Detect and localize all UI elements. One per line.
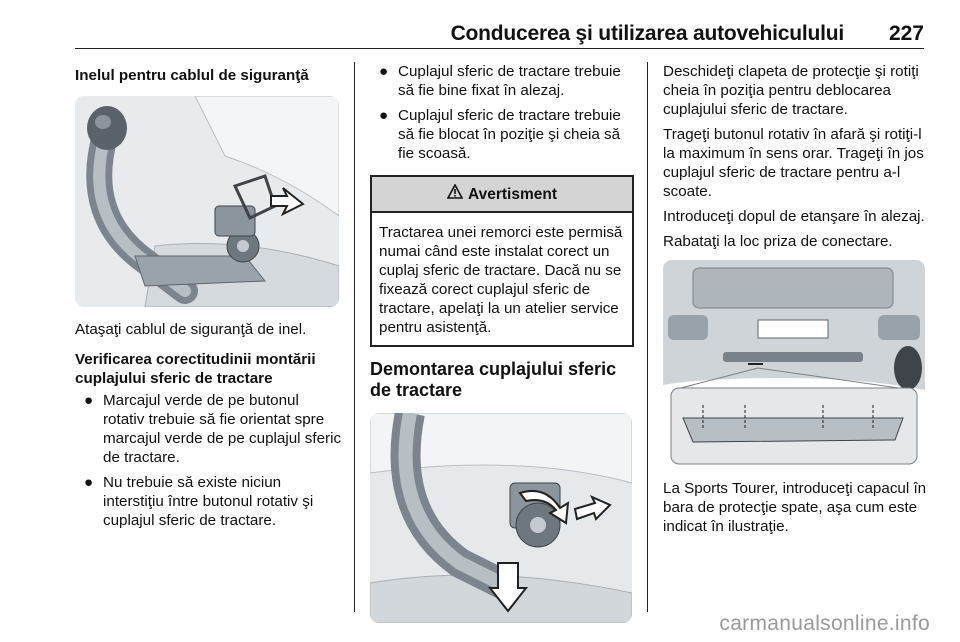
paragraph-sports-tourer: La Sports Tourer, introduceţi capacul în bara de protecţie spate, aşa cum este indicat în ilustraţie. xyxy=(663,480,927,535)
mount-bullet-list xyxy=(370,62,634,163)
paragraph-text: Deschideţi clapeta de protecţie şi rotiţi cheia în poziţia pentru deblocarea cuplajului sferic de tractare. xyxy=(663,63,919,118)
page-number: 227 xyxy=(888,22,924,45)
heading-safety-cable-ring: Inelul pentru cablul de siguranţă xyxy=(75,67,309,84)
paragraph: Introduceţi dopul de etanşare în alezaj. xyxy=(663,208,925,225)
warning-text: Tractarea unei remorci este permisă numai când este instalat corect un cuplaj sferic de tractare. Dacă nu se fixează corect cuplajul sferic de tractare, apelaţi la un atelier service pentru asistenţă. xyxy=(379,224,623,336)
column-divider xyxy=(647,62,648,612)
bullet-dot: ● xyxy=(84,392,94,409)
heading-verify-mounting: Verificarea corectitudinii montării cuplajului sferic de tractare xyxy=(75,351,316,387)
illustration-sports-tourer-cover xyxy=(663,260,925,467)
bullet-dot: ● xyxy=(379,107,389,124)
verify-bullet-list xyxy=(75,391,343,530)
paragraph xyxy=(663,62,931,119)
warning-triangle-icon xyxy=(447,184,463,204)
caption-attach-cable: Ataşaţi cablul de siguranţă de inel. xyxy=(75,321,307,338)
bullet-dot: ● xyxy=(379,63,389,80)
illustration-removal xyxy=(370,413,632,623)
bullet-text: Marcajul verde de pe butonul rotativ trebuie să fie orientat spre marcajul verde de pe cuplajul sferic de tractare. xyxy=(103,392,342,466)
column-right xyxy=(663,62,931,536)
bullet-text: Cuplajul sferic de tractare trebuie să fie bine fixat în alezaj. xyxy=(398,63,621,99)
warning-box xyxy=(370,175,634,347)
column-divider xyxy=(354,62,355,612)
warning-title: Avertisment xyxy=(467,185,557,203)
bullet-dot: ● xyxy=(84,474,94,491)
warning-header xyxy=(372,177,632,213)
list-item xyxy=(75,473,343,530)
watermark: carmanualsonline.info xyxy=(719,612,930,635)
column-left xyxy=(75,62,343,530)
list-item xyxy=(370,62,634,100)
chapter-title: Conducerea şi utilizarea autovehiculului xyxy=(450,22,844,45)
paragraph: Trageţi butonul rotativ în afară şi rotiţi-l la maximum în sens orar. Trageţi în jos cuplajul sferic de tractare pentru a-l scoate. xyxy=(663,126,924,200)
bullet-text: Cuplajul sferic de tractare trebuie să fie blocat în poziţie şi cheia să fie scoasă. xyxy=(398,107,621,162)
column-middle xyxy=(370,62,634,623)
heading-removal: Demontarea cuplajului sferic de tractare xyxy=(370,359,617,400)
illustration-safety-ring xyxy=(75,96,339,307)
paragraph: Rabataţi la loc priza de conectare. xyxy=(663,233,893,250)
list-item xyxy=(75,391,343,467)
page-header xyxy=(75,22,924,49)
list-item xyxy=(370,106,634,163)
bullet-text: Nu trebuie să existe niciun interstiţiu între butonul rotativ şi cuplajul sferic de tractare. xyxy=(103,474,314,529)
